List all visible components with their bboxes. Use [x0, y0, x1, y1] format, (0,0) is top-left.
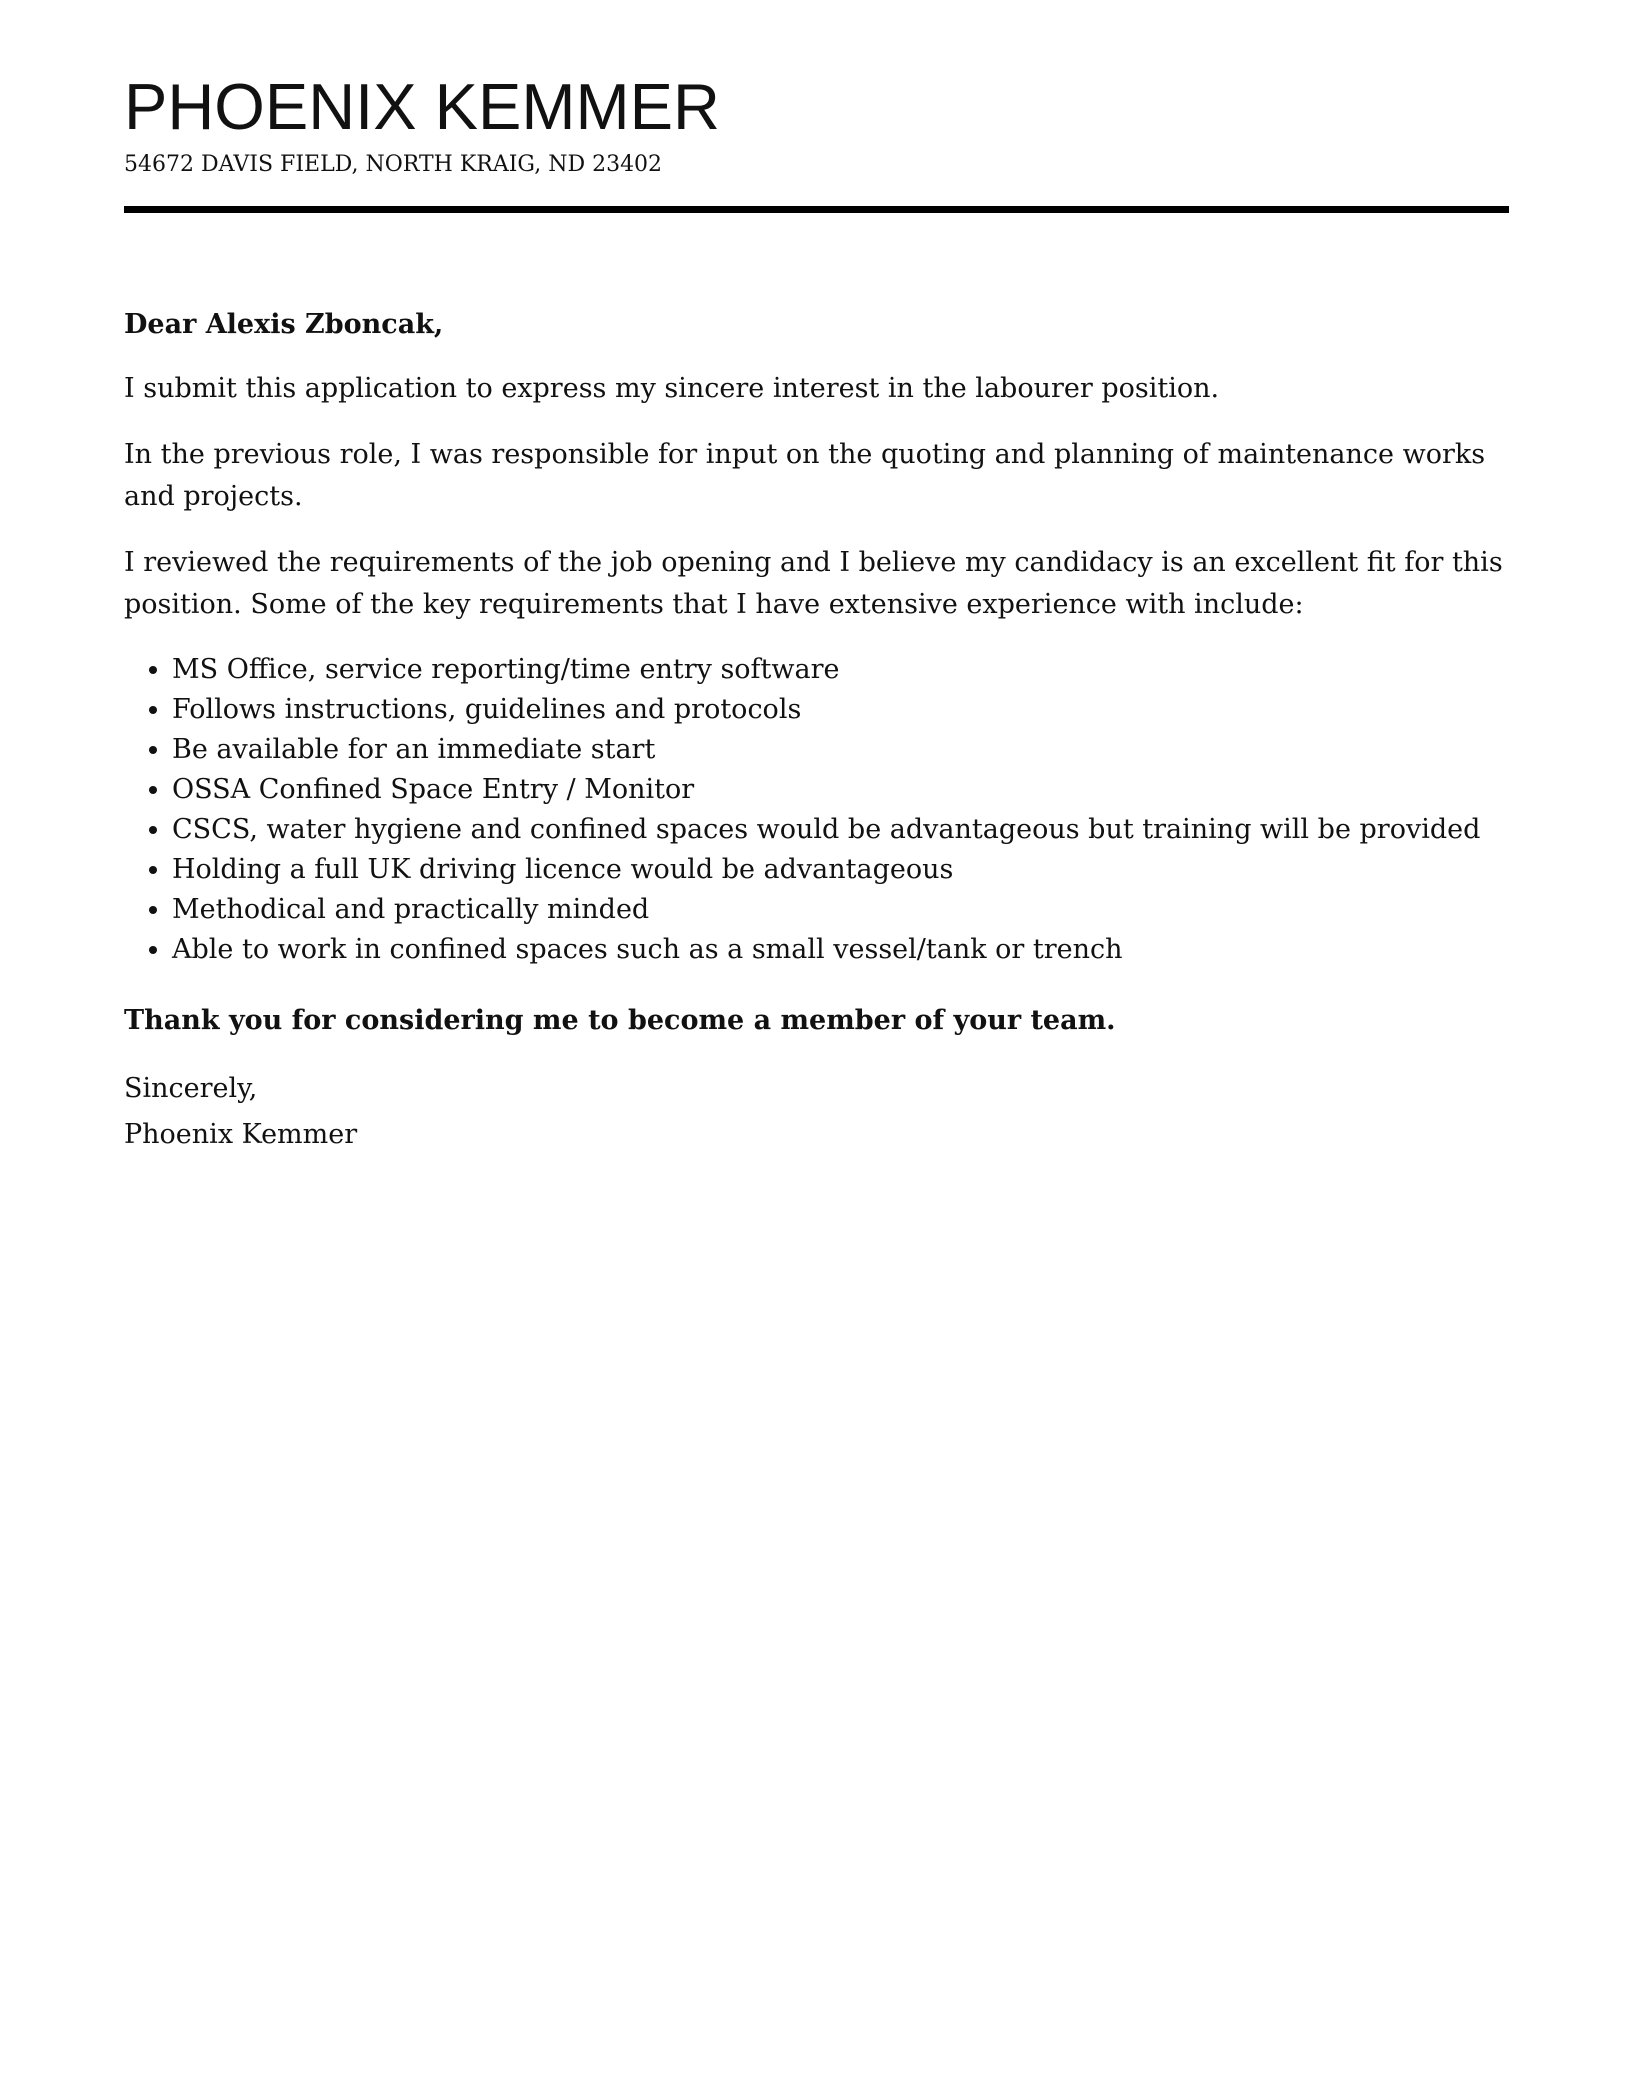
letter-greeting: Dear Alexis Zboncak,: [124, 309, 444, 340]
list-item: • Methodical and practically minded: [172, 890, 1514, 930]
letter-body: [124, 304, 1514, 1158]
list-item: • Able to work in confined spaces such as a small vessel/tank or trench: [172, 930, 1514, 970]
requirements-list: [124, 650, 1514, 970]
list-item: • CSCS, water hygiene and confined spaces would be advantageous but training will be provided: [172, 810, 1514, 850]
letter-paragraph: In the previous role, I was responsible for input on the quoting and planning of maintenance works and projects.: [124, 439, 1486, 512]
letter-closing: Thank you for considering me to become a member of your team.: [124, 1005, 1116, 1036]
list-item: • OSSA Confined Space Entry / Monitor: [172, 770, 1514, 810]
letter-paragraph: I reviewed the requirements of the job opening and I believe my candidacy is an excellent fit for this position. Some of the key requirements that I have extensive experience with include:: [124, 547, 1503, 620]
list-item: • Follows instructions, guidelines and protocols: [172, 690, 1514, 730]
list-item: • Holding a full UK driving licence would be advantageous: [172, 850, 1514, 890]
list-item: • MS Office, service reporting/time entry software: [172, 650, 1514, 690]
header-divider: [124, 206, 1509, 213]
applicant-address: 54672 DAVIS FIELD, NORTH KRAIG, ND 23402: [124, 152, 663, 177]
letter-paragraph: I submit this application to express my sincere interest in the labourer position.: [124, 373, 1220, 404]
letter-signoff: Sincerely,: [124, 1073, 258, 1104]
letter-header: [124, 70, 1509, 180]
letter-signature: Phoenix Kemmer: [124, 1119, 358, 1150]
list-item: • Be available for an immediate start: [172, 730, 1514, 770]
applicant-name: PHOENIX KEMMER: [124, 70, 720, 143]
